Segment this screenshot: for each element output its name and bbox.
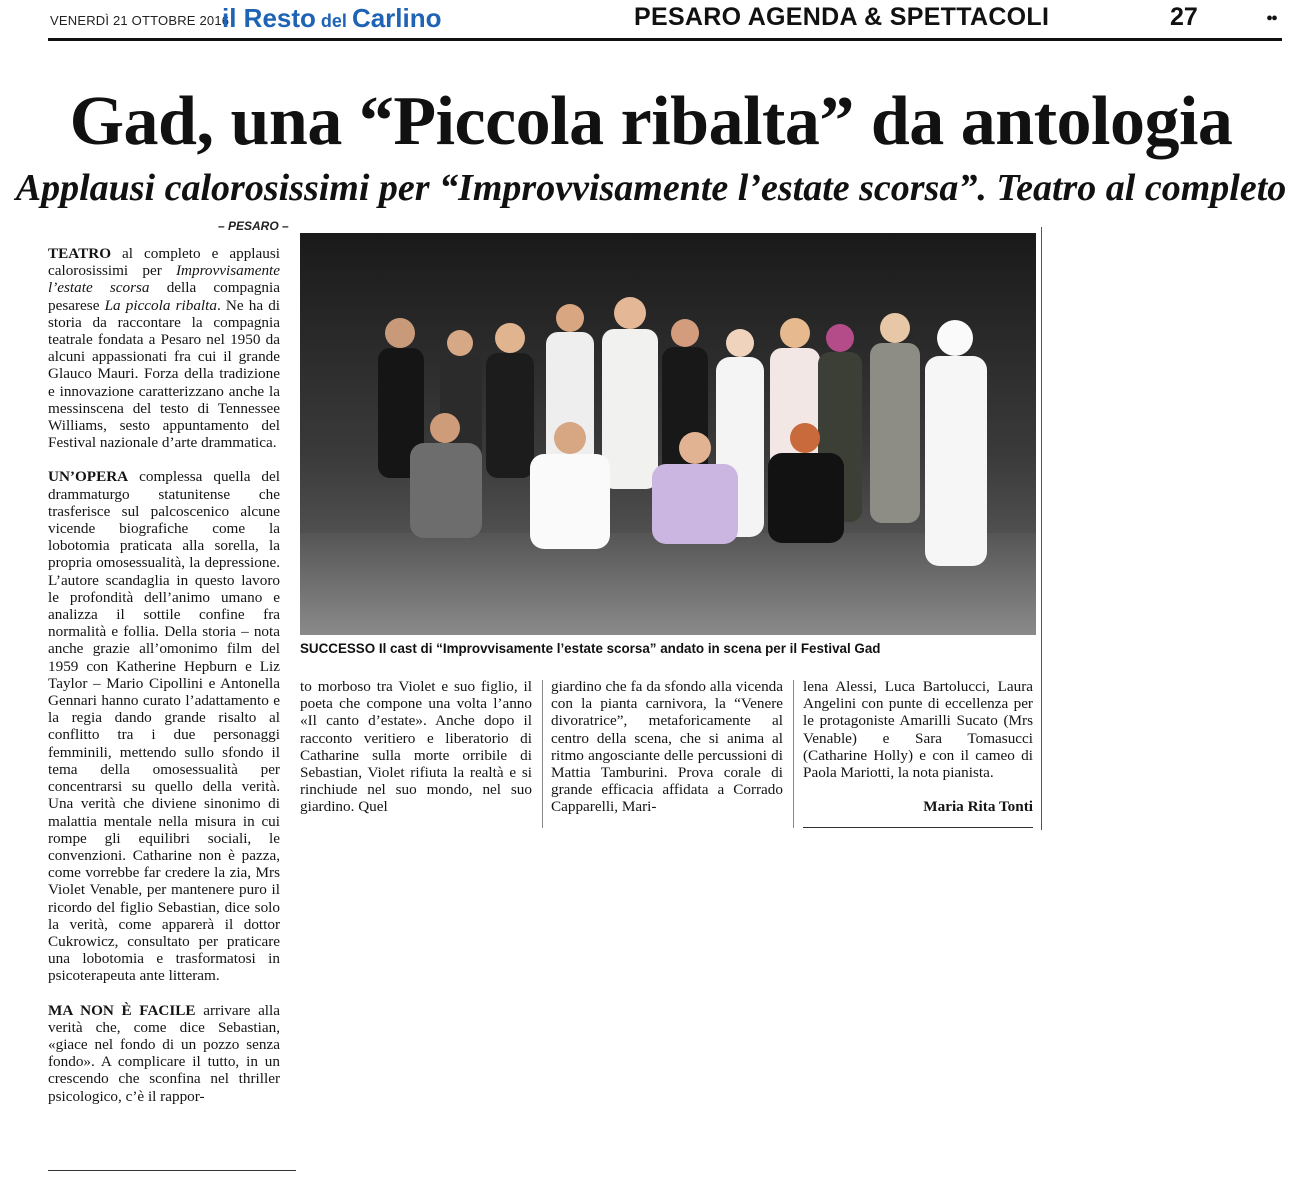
paragraph-lead: MA NON È FACILE — [48, 1001, 196, 1019]
article-column-2: to morboso tra Violet e suo figlio, il poeta che compone una volta l’anno «Il canto d’estate». Anche dopo il racconto veritiero e liberatorio di Catharine sulla morte orribile di Sebastian, Violet rifiuta la realtà e si rinchiude nel suo mondo, nel suo giardino. Quel — [300, 678, 532, 816]
byline-rule — [803, 827, 1033, 828]
photo-caption — [300, 641, 1036, 657]
page-number: 27 — [1170, 3, 1198, 31]
column-divider — [793, 680, 794, 828]
author-byline: Maria Rita Tonti — [923, 798, 1033, 816]
paragraph-lead: UN’OPERA — [48, 468, 129, 486]
newspaper-logo: il Resto del Carlino — [222, 3, 442, 33]
cast-photo — [300, 233, 1036, 635]
paragraph-2: UN’OPERA complessa quella del drammaturgo statunitense che trasferisce sul palcoscenico alcune vicende biografiche come la lobotomia praticata alla sorella, la propria omosessualità, la depressione. L’autore scandaglia in questo lavoro le profondità dell’animo umano e analizza il sottile confine fra normalità e follia. Della storia – nota anche grazie all’omonimo film del 1959 con Katherine Hepburn e Liz Taylor – Mario Cipollini e Antonella Gennari hanno curato l’adattamento e la regia dando grande risalto al conflitto tra i due personaggi femminili, mettendo sullo sfondo il tema della omosessualità per concentrarsi su quello della verità. Una verità che diviene sinonimo di malattia mentale nella misura in cui rompe gli equilibri sociali, le convenzioni. Catharine non è pazza, come vorrebbe far credere la zia, Mrs Violet Venable, per mantenere puro il ricordo del figlio Sebastian, dice solo la verità, come apparerà il dottor Cukrowicz, consultato per praticare una lobotomia e trasformatosi in psicoterapeuta ante litteram. — [48, 468, 280, 985]
dots-icon: •• — [1266, 8, 1277, 30]
paragraph-3: MA NON È FACILE arrivare alla verità che, come dice Sebastian, «giace nel fondo di un pozzo senza fondo». A complicare il tutto, in un crescendo che sconfina nel thriller psicologico, c’è il rappor- — [48, 1001, 280, 1105]
caption-text: Il cast di “Improvvisamente l’estate scorsa” andato in scena per il Festival Gad — [375, 641, 881, 656]
paragraph-lead: TEATRO — [48, 245, 112, 262]
header-rule — [48, 38, 1282, 41]
column-divider — [542, 680, 543, 828]
cast-photo-illustration — [300, 233, 1036, 635]
article-column-1 — [48, 245, 280, 1105]
issue-date: VENERDÌ 21 OTTOBRE 2016 — [50, 13, 230, 28]
subheadline: Applausi calorosissimi per “Improvvisamente l’estate scorsa”. Teatro al completo — [15, 167, 1287, 209]
dateline: – PESARO – — [218, 219, 289, 233]
paragraph-1: TEATRO al completo e applausi calorosissimi per Improvvisamente l’estate scorsa della compagnia pesarese La piccola ribalta. Ne ha di storia da raccontare la compagnia teatrale fondata a Pesaro nel 1950 da alcuni appassionati fra cui il grande Glauco Mauri. Forza della tradizione e innovazione caratterizzano anche la messinscena del testo di Tennessee Williams, sesto appuntamento del Festival nazionale d’arte drammatica. — [48, 245, 281, 452]
page-header — [0, 0, 1302, 40]
headline: Gad, una “Piccola ribalta” da antologia — [69, 83, 1233, 160]
caption-lead: SUCCESSO — [300, 641, 376, 656]
article-column-3: giardino che fa da sfondo alla vicenda con la pianta carnivora, la “Venere divoratrice”, metaforicamente al centro della scena, che si anima al ritmo angosciante delle percussioni di Mattia Tamburini. Prova corale di grande efficacia affidata a Corrado Capparelli, Mari- — [551, 678, 783, 816]
section-title: PESARO AGENDA & SPETTACOLI — [634, 3, 1050, 31]
column-end-rule — [48, 1170, 296, 1171]
article-column-4: lena Alessi, Luca Bartolucci, Laura Angelini con punte di eccellenza per le protagoniste Amarilli Sucato (Mrs Venable) e Sara Tomasucci (Catharine Holly) e con il cameo di Paola Mariotti, la nota pianista. Maria Rita Tonti — [803, 678, 1033, 816]
article-right-rule — [1041, 227, 1042, 830]
